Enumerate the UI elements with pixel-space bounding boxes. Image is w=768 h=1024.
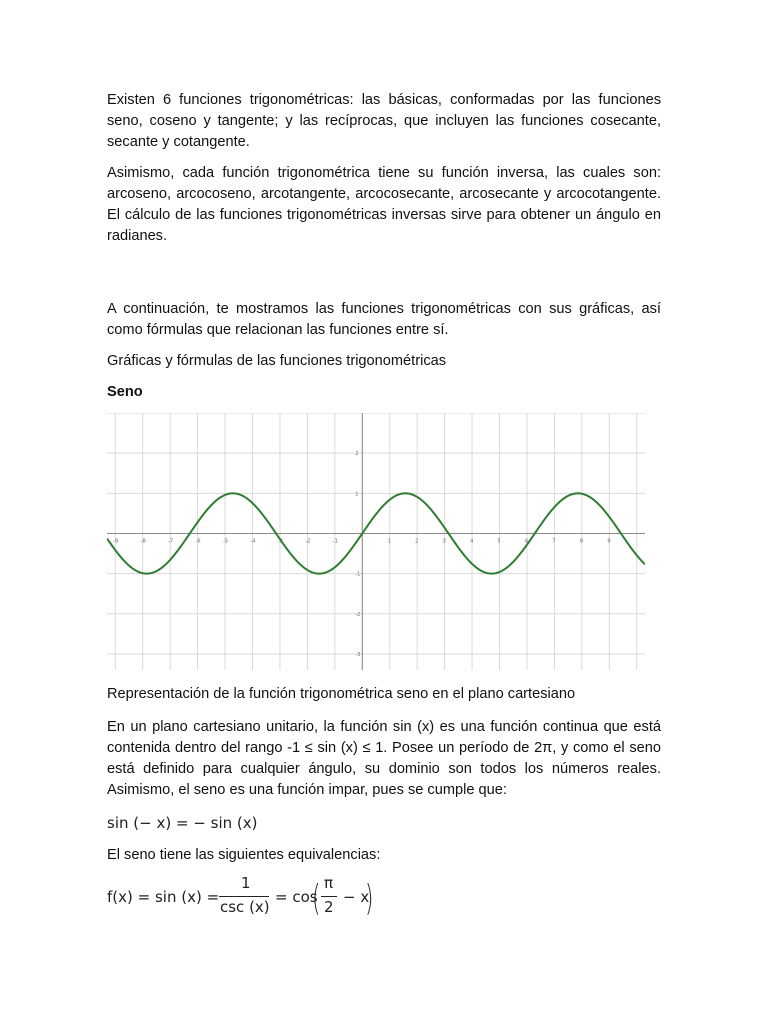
x-tick-label: 3 [442, 538, 446, 545]
paragraph-equivalences: El seno tiene las siguientes equivalencias: [107, 847, 381, 863]
sine-chart-svg [107, 413, 645, 670]
x-tick-label: -3 [277, 538, 283, 545]
x-tick-label: -1 [332, 538, 338, 545]
formula-odd-right: − sin (x) [193, 814, 258, 832]
chart-caption: Representación de la función trigonométrica seno en el plano cartesiano [107, 686, 576, 702]
x-tick-label: -4 [250, 538, 256, 545]
x-tick-label: 9 [607, 538, 611, 545]
y-tick-label: -1 [355, 571, 361, 578]
right-paren: ) [365, 878, 374, 919]
paragraph-continuation: A continuación, te mostramos las funciones trigonométricas con sus gráficas, así como fórmulas que relacionan las funciones entre sí. [107, 301, 661, 338]
formula-odd-left: sin (− x) = [107, 814, 189, 832]
document-page [107, 90, 661, 932]
paragraph-section-title: Gráficas y fórmulas de las funciones trigonométricas [107, 353, 447, 369]
formula-numerator: 1 [241, 874, 251, 892]
y-tick-label: 1 [355, 491, 359, 498]
y-tick-label: -3 [355, 651, 361, 658]
x-tick-label: 7 [552, 538, 556, 545]
y-tick-label: -2 [355, 611, 361, 618]
x-tick-label: -6 [195, 538, 201, 545]
x-tick-label: -5 [223, 538, 229, 545]
formula-minus-x: − x [343, 888, 370, 906]
paragraph-intro: Existen 6 funciones trigonométricas: las básicas, conformadas por las funciones seno, coseno y tangente; y las recíprocas, que incluyen las funciones cosecante, secante y cotangente. [107, 92, 661, 150]
formula-lhs: f(x) = sin (x) = [107, 888, 220, 906]
formula-cos: = cos [275, 888, 318, 906]
sine-chart [107, 413, 645, 670]
x-tick-label: 1 [387, 538, 391, 545]
fraction-bar [219, 896, 269, 897]
formula-equivalences [107, 876, 661, 922]
paragraph-sine-description: En un plano cartesiano unitario, la función sin (x) es una función continua que está contenida dentro del rango -1 ≤ sin (x) ≤ 1. Posee un período de 2π, y como el seno está definido para cualquier ángulo, su dominio son todos los números reales. Asimismo, el seno es una función impar, pues se cumple que: [107, 719, 661, 798]
x-tick-label: -9 [113, 538, 119, 545]
y-tick-label: 2 [355, 451, 359, 458]
x-tick-label: 2 [415, 538, 419, 545]
paragraph-inverse-functions: Asimismo, cada función trigonométrica tiene su función inversa, las cuales son: arcoseno, arcocoseno, arcotangente, arcocosecante, arcosecante y arcocotangente. El cálculo de las funciones trigonométricas inversas sirve para obtener un ángulo en radianes. [107, 165, 661, 244]
x-tick-label: 6 [524, 538, 529, 545]
pi-fraction-bar [321, 896, 337, 897]
spacer [107, 257, 661, 299]
x-tick-label: -2 [305, 538, 311, 545]
formula-two: 2 [324, 898, 334, 916]
formula-pi: π [324, 874, 334, 892]
x-tick-label: 5 [497, 538, 501, 545]
x-tick-label: -7 [168, 538, 174, 545]
left-paren: ( [312, 878, 321, 919]
x-tick-label: -8 [140, 538, 146, 545]
formula-denominator: csc (x) [220, 898, 270, 916]
heading-seno: Seno [107, 384, 143, 400]
formula-odd-function [107, 811, 661, 835]
x-tick-label: 8 [579, 538, 584, 545]
x-tick-label: 4 [470, 538, 474, 545]
